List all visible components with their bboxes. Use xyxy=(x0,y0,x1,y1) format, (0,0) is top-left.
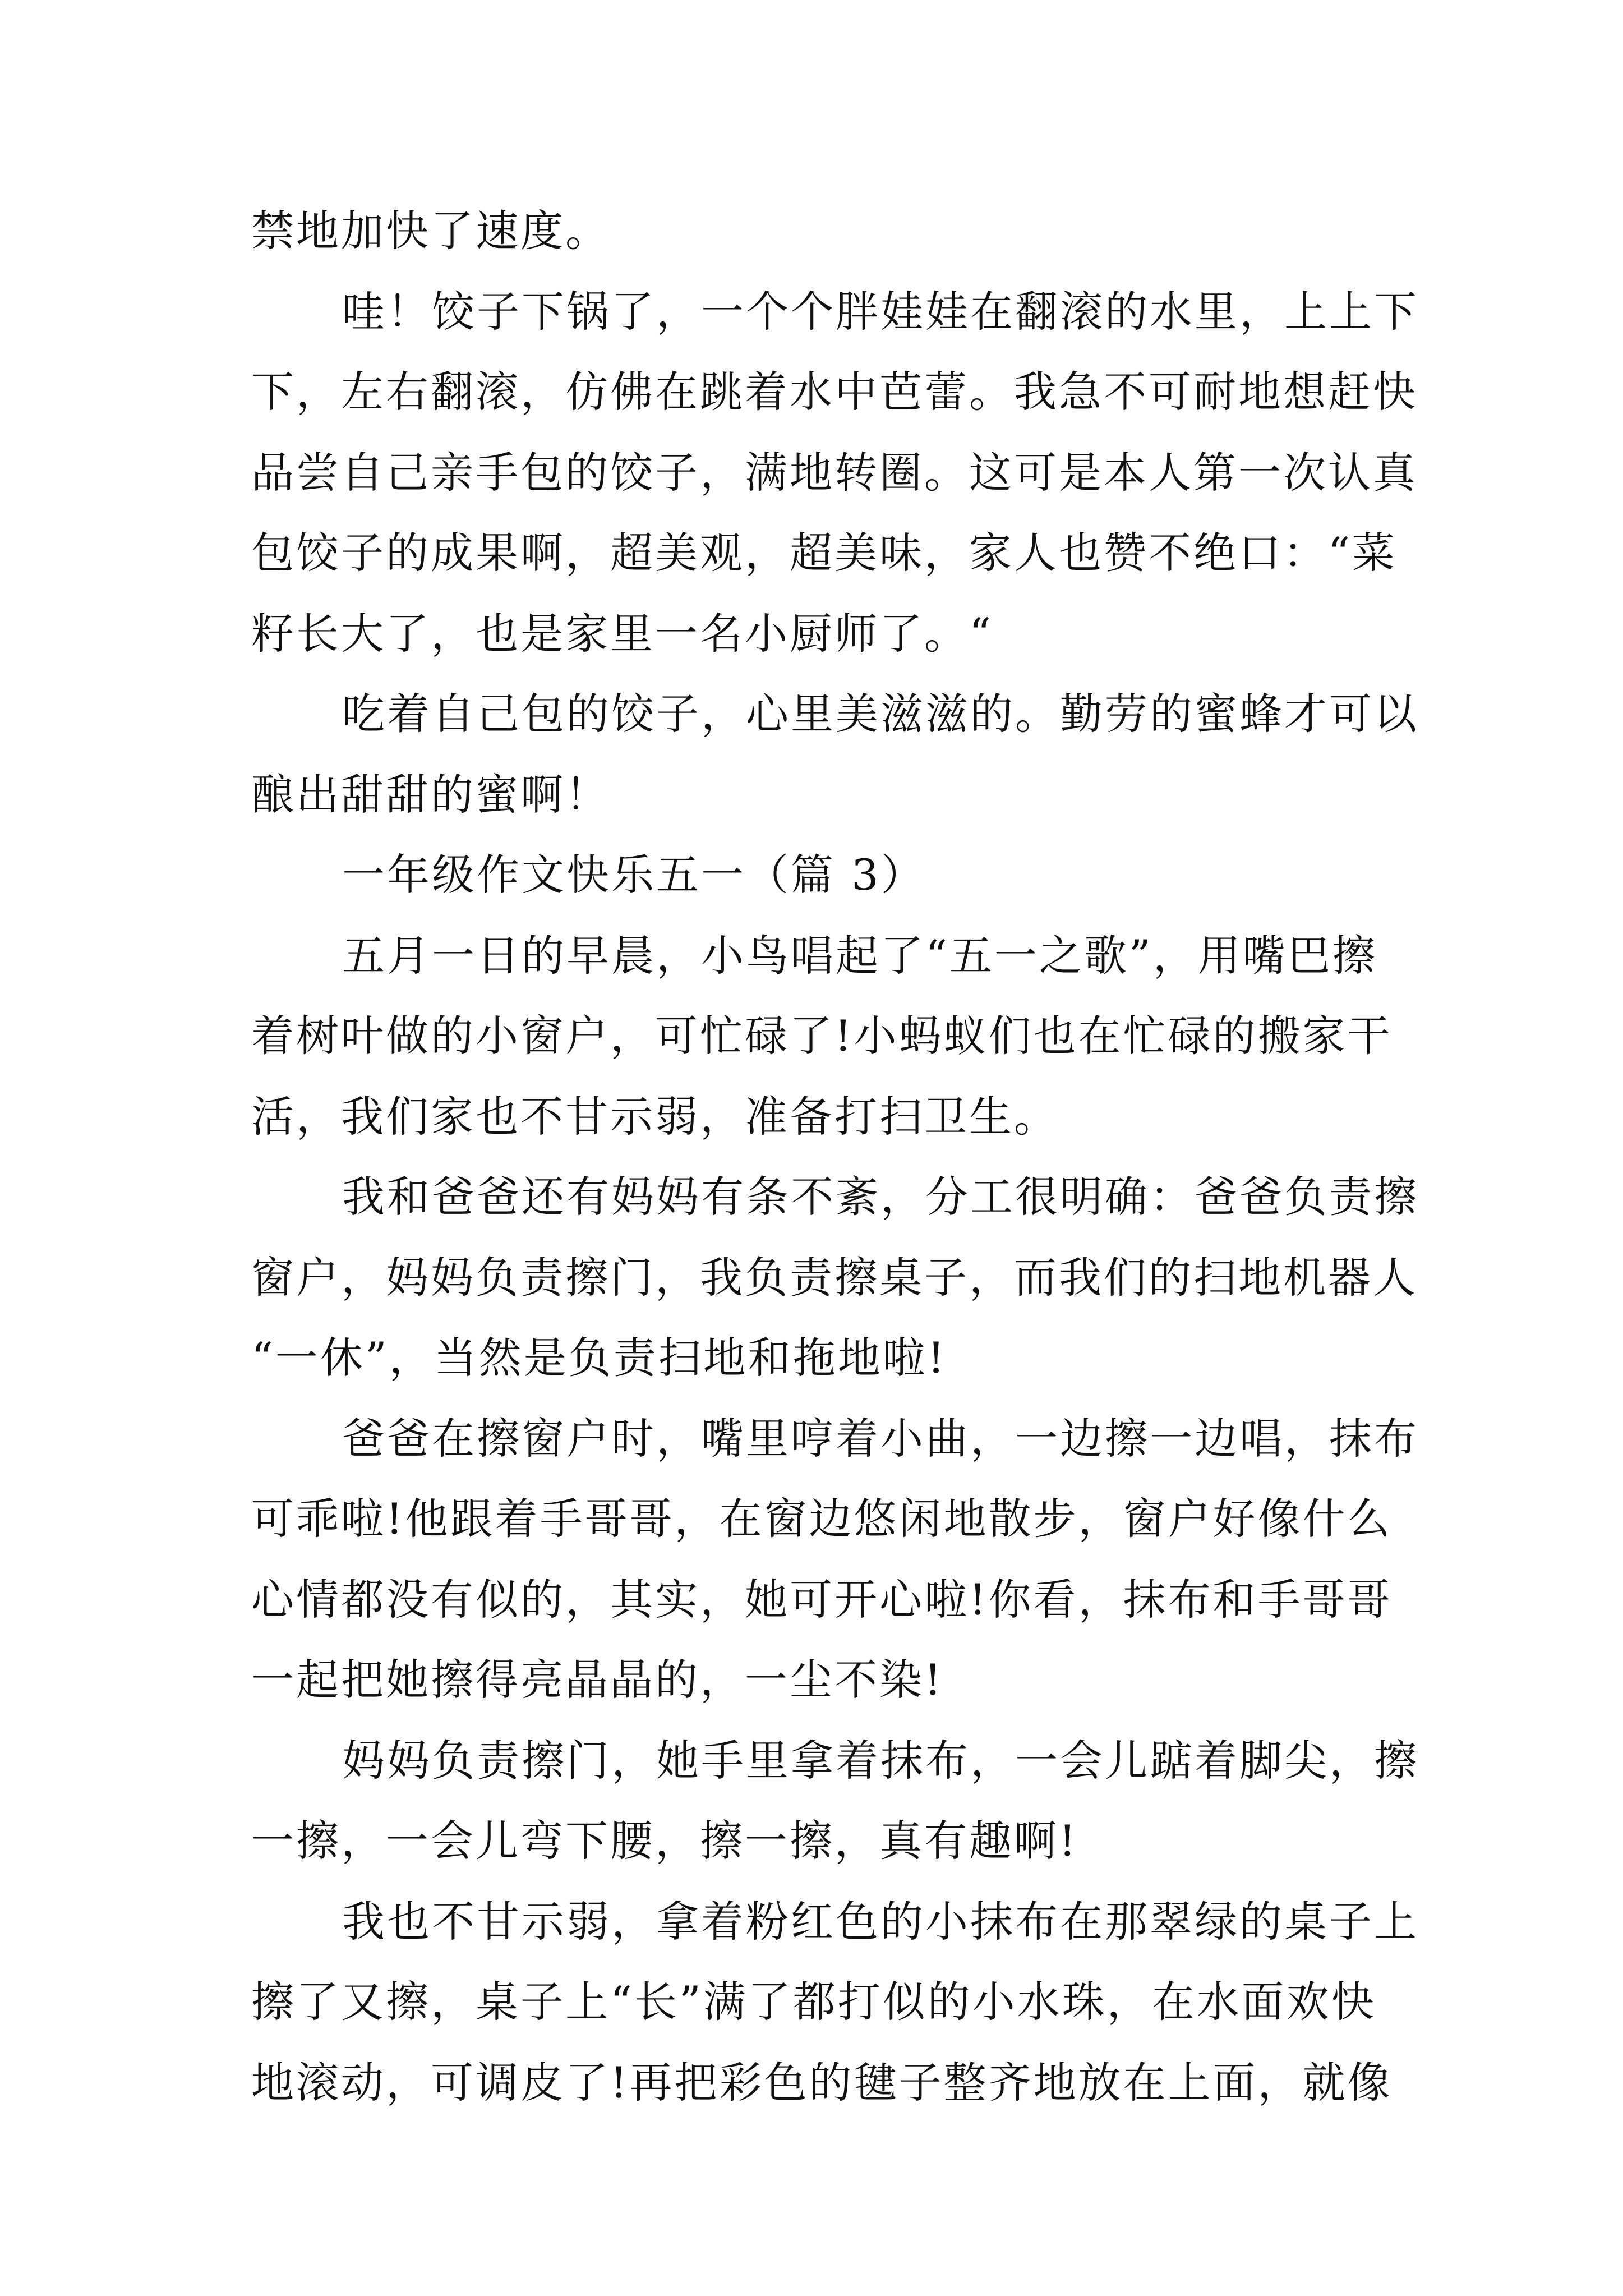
text-line: 我也不甘示弱，拿着粉红色的小抹布在那翠绿的桌子上 xyxy=(342,1896,1419,1947)
text-line: 包饺子的成果啊，超美观，超美味，家人也赞不绝口：“菜 xyxy=(251,528,1397,578)
text-line: 下，左右翻滚，仿佛在跳着水中芭蕾。我急不可耐地想赶快 xyxy=(251,367,1418,417)
section-heading: 一年级作文快乐五一（篇 3） xyxy=(342,850,926,900)
text-line: 可乖啦!他跟着手哥哥，在窗边悠闲地散步，窗户好像什么 xyxy=(251,1494,1393,1544)
text-line: 着树叶做的小窗户，可忙碌了!小蚂蚁们也在忙碌的搬家干 xyxy=(251,1011,1393,1061)
text-line: 品尝自己亲手包的饺子，满地转圈。这可是本人第一次认真 xyxy=(251,447,1418,498)
text-line: 籽长大了，也是家里一名小厨师了。“ xyxy=(251,608,993,659)
text-line: 一起把她擦得亮晶晶的，一尘不染! xyxy=(251,1655,944,1705)
text-line: 五月一日的早晨，小鸟唱起了“五一之歌”，用嘴巴擦 xyxy=(342,930,1377,981)
text-line: 活，我们家也不甘示弱，准备打扫卫生。 xyxy=(251,1091,1059,1142)
text-line: 擦了又擦，桌子上“长”满了都打似的小水珠，在水面欢快 xyxy=(251,1977,1376,2027)
text-line: 吃着自己包的饺子，心里美滋滋的。勤劳的蜜蜂才可以 xyxy=(342,689,1419,739)
text-line: 爸爸在擦窗户时，嘴里哼着小曲，一边擦一边唱，抹布 xyxy=(342,1413,1419,1464)
body-text xyxy=(251,191,1419,2123)
text-line: 禁地加快了速度。 xyxy=(251,206,610,256)
text-line: 窗户，妈妈负责擦门，我负责擦桌子，而我们的扫地机器人 xyxy=(251,1252,1418,1303)
text-line: 我和爸爸还有妈妈有条不紊，分工很明确：爸爸负责擦 xyxy=(342,1172,1419,1222)
text-line: 一擦，一会儿弯下腰，擦一擦，真有趣啊! xyxy=(251,1816,1078,1866)
text-line: 妈妈负责擦门，她手里拿着抹布，一会儿踮着脚尖，擦 xyxy=(342,1735,1419,1786)
text-line: 心情都没有似的，其实，她可开心啦!你看，抹布和手哥哥 xyxy=(251,1574,1393,1625)
text-line: “一休”，当然是负责扫地和拖地啦! xyxy=(251,1333,947,1383)
text-line: 酿出甜甜的蜜啊！ xyxy=(251,769,610,820)
text-line: 哇！饺子下锅了，一个个胖娃娃在翻滚的水里，上上下 xyxy=(342,286,1419,337)
text-line: 地滚动，可调皮了!再把彩色的毽子整齐地放在上面，就像 xyxy=(251,2057,1393,2108)
